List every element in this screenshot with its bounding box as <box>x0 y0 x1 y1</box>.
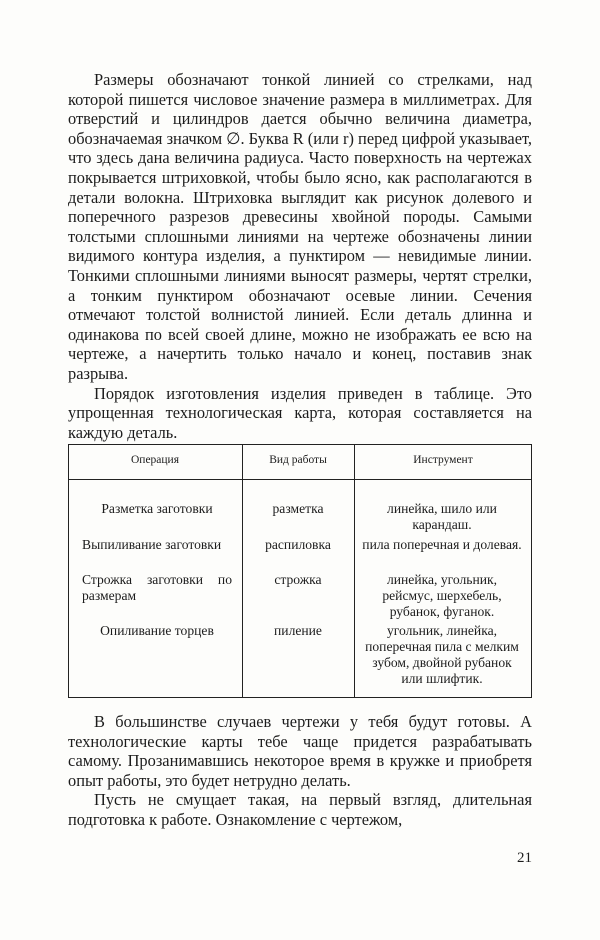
tech-card-table <box>68 444 532 698</box>
row-4-tool: угольник, линейка, поперечная пила с мелким зубом, двойной рубанок или шлифтик. <box>365 623 519 686</box>
page-body-top <box>68 70 532 442</box>
row-2-work: распиловка <box>265 537 331 552</box>
row-4-work: пиление <box>274 623 322 638</box>
page-body-bottom <box>68 712 532 830</box>
paragraph-order: Порядок изготовления изделия приведен в таблице. Это упрощенная технологическая карта, которая составляется на каждую деталь. <box>68 383 532 442</box>
header-work: Вид работы <box>269 454 327 466</box>
row-1-work: разметка <box>272 501 324 516</box>
row-4-operation: Опиливание торцев <box>100 623 214 638</box>
row-1-operation: Разметка заготовки <box>101 501 213 516</box>
paragraph-drawings: В большинстве случаев чертежи у тебя будут готовы. А технологические карты тебе чаще придется разрабатывать самому. Прозанимавшись некоторое время в кружке и приобретя опыт работы, это будет нетрудно делать. <box>68 712 532 790</box>
row-3-tool: линейка, угольник, рейсмус, шерхебель, рубанок, фуганок. <box>382 572 502 619</box>
row-2-operation: Выпиливание заготовки <box>82 537 222 552</box>
header-operation: Операция <box>130 454 180 466</box>
paragraph-dimensions: Размеры обозначают тонкой линией со стрелками, над которой пишется числовое значение размера в миллиметрах. Для отверстий и цилиндров дается обычно величина диаметра, обозначаемая значком ∅. Буква R (или r) перед цифрой указывает, что здесь дана величина радиуса. Часто поверхность на чертежах покрывается штриховкой, чтобы было ясно, как располагаются в детали волокна. Штриховка выглядит как рисунок долевого и поперечного разрезов древесины хвойной породы. Самыми толстыми сплошными линиями на чертеже обозначены линии видимого контура изделия, а пунктиром — невидимые линии. Тонкими сплошными линиями выносят размеры, чертят стрелки, а тонким пунктиром обозначают осевые линии. Сечения отмечают толстой волнистой линией. Если деталь длинна и одинакова по всей своей длине, можно не изображать ее всю на чертеже, а начертить только начало и конец, поставив знак разрыва. <box>68 70 532 383</box>
row-3-operation: Строжка заготовки по размерам <box>82 572 232 603</box>
row-1-tool: линейка, шило или карандаш. <box>387 501 497 532</box>
page-number: 21 <box>517 850 532 866</box>
header-tool: Инструмент <box>413 454 473 466</box>
row-3-work: строжка <box>274 572 322 587</box>
row-2-tool: пила поперечная и долевая. <box>362 537 522 552</box>
paragraph-preparation: Пусть не смущает такая, на первый взгляд, длительная подготовка к работе. Ознакомление с чертежом, <box>68 790 532 829</box>
